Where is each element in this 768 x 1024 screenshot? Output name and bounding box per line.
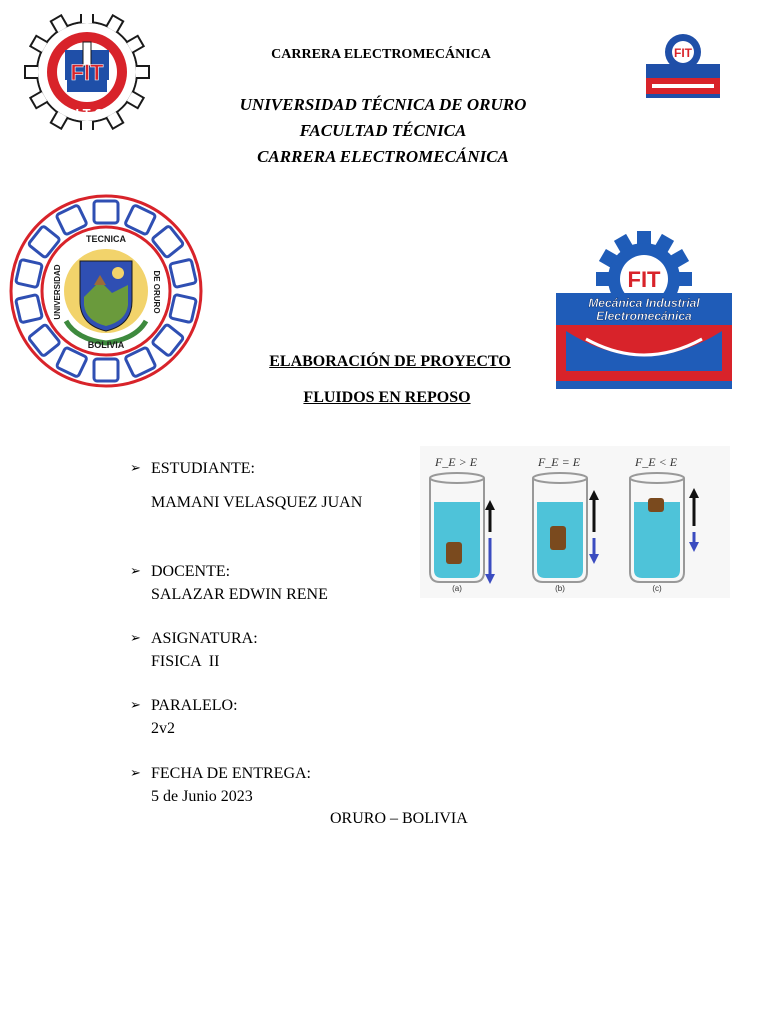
mecanica-line2: Electromecánica bbox=[596, 309, 692, 323]
uto-letters: U T O bbox=[69, 106, 105, 121]
seal-top-text: TECNICA bbox=[86, 234, 126, 244]
footer-place: ORURO – BOLIVIA bbox=[330, 810, 468, 827]
seal-right-text: DE ORURO bbox=[152, 270, 161, 314]
bullet-arrow-icon: ➢ bbox=[130, 697, 141, 712]
bullet-arrow-icon: ➢ bbox=[130, 765, 141, 780]
svg-text:FIT: FIT bbox=[627, 267, 661, 292]
caption-c: (c) bbox=[652, 584, 662, 593]
field-subject-label: ASIGNATURA: bbox=[151, 630, 258, 647]
bullet-arrow-icon: ➢ bbox=[130, 630, 141, 645]
bullet-arrow-icon: ➢ bbox=[130, 460, 141, 475]
seal-bottom-text: BOLIVIA bbox=[87, 340, 125, 350]
fit-letters: FIT bbox=[70, 60, 104, 85]
project-title: ELABORACIÓN DE PROYECTO bbox=[269, 353, 511, 370]
field-student-label: ESTUDIANTE: bbox=[151, 460, 255, 477]
university-name: UNIVERSIDAD TÉCNICA DE ORURO bbox=[239, 95, 527, 114]
diagram-label-a: F_E > E bbox=[434, 455, 478, 469]
field-date-value: 5 de Junio 2023 bbox=[151, 788, 253, 805]
mecanica-line1: Mecánica Industrial bbox=[588, 296, 700, 310]
field-student-value: MAMANI VELASQUEZ JUAN bbox=[151, 494, 363, 511]
fit-small-logo bbox=[644, 28, 722, 100]
field-teacher-label: DOCENTE: bbox=[151, 563, 231, 580]
field-subject-value: FISICA II bbox=[151, 653, 220, 670]
project-subtitle: FLUIDOS EN REPOSO bbox=[303, 389, 471, 406]
field-parallel-value: 2v2 bbox=[151, 720, 175, 737]
career-small-heading: CARRERA ELECTROMECÁNICA bbox=[271, 47, 491, 62]
caption-b: (b) bbox=[555, 584, 565, 593]
field-date-label: FECHA DE ENTREGA: bbox=[151, 765, 311, 782]
diagram-label-b: F_E = E bbox=[537, 455, 581, 469]
caption-a: (a) bbox=[452, 584, 462, 593]
buoyancy-diagram bbox=[420, 446, 730, 598]
seal-left-text: UNIVERSIDAD bbox=[53, 264, 62, 320]
faculty-name: FACULTAD TÉCNICA bbox=[299, 121, 467, 140]
field-parallel-label: PARALELO: bbox=[151, 697, 238, 714]
career-name: CARRERA ELECTROMECÁNICA bbox=[257, 147, 509, 166]
field-teacher-value: SALAZAR EDWIN RENE bbox=[151, 586, 328, 603]
svg-text:FIT: FIT bbox=[674, 46, 692, 60]
bullet-arrow-icon: ➢ bbox=[130, 563, 141, 578]
diagram-label-c: F_E < E bbox=[634, 455, 678, 469]
